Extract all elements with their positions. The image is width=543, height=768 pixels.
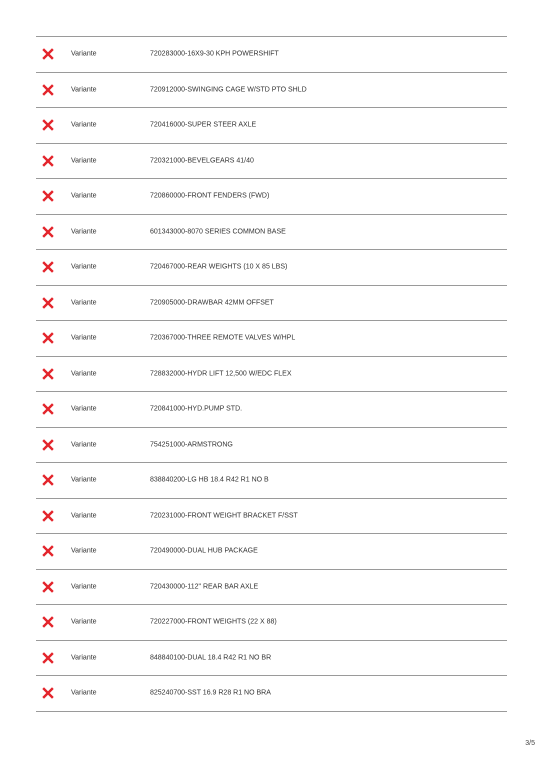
- table-row: [36, 250, 507, 286]
- row-value: 720467000-REAR WEIGHTS (10 X 85 LBS): [150, 263, 288, 271]
- row-label: Variante: [71, 405, 97, 413]
- row-label: Variante: [71, 441, 97, 449]
- row-value: 838840200-LG HB 18.4 R42 R1 NO B: [150, 476, 269, 484]
- table-row: [36, 392, 507, 428]
- variant-table: [36, 36, 507, 712]
- row-value: 720321000-BEVELGEARS 41/40: [150, 157, 254, 165]
- cross-icon: [42, 226, 54, 238]
- page-number: 3/5: [525, 740, 535, 747]
- row-label: Variante: [71, 618, 97, 626]
- cross-icon: [42, 190, 54, 202]
- table-row: [36, 463, 507, 499]
- table-row: [36, 286, 507, 322]
- row-value: 720860000-FRONT FENDERS (FWD): [150, 192, 270, 200]
- row-label: Variante: [71, 192, 97, 200]
- row-label: Variante: [71, 654, 97, 662]
- row-value: 825240700-SST 16.9 R28 R1 NO BRA: [150, 689, 271, 697]
- table-row: [36, 215, 507, 251]
- table-row: [36, 534, 507, 570]
- row-value: 720490000-DUAL HUB PACKAGE: [150, 547, 258, 555]
- cross-icon: [42, 687, 54, 699]
- cross-icon: [42, 474, 54, 486]
- table-row: [36, 37, 507, 73]
- table-row: [36, 144, 507, 180]
- cross-icon: [42, 439, 54, 451]
- row-value: 720283000-16X9-30 KPH POWERSHIFT: [150, 50, 279, 58]
- table-row: [36, 179, 507, 215]
- row-label: Variante: [71, 228, 97, 236]
- cross-icon: [42, 581, 54, 593]
- table-row: [36, 641, 507, 677]
- row-value: 720841000-HYD.PUMP STD.: [150, 405, 243, 413]
- table-row: [36, 676, 507, 712]
- row-value: 720430000-112" REAR BAR AXLE: [150, 583, 259, 591]
- cross-icon: [42, 368, 54, 380]
- row-label: Variante: [71, 334, 97, 342]
- row-label: Variante: [71, 370, 97, 378]
- cross-icon: [42, 297, 54, 309]
- row-label: Variante: [71, 299, 97, 307]
- row-label: Variante: [71, 86, 97, 94]
- cross-icon: [42, 510, 54, 522]
- row-value: 720912000-SWINGING CAGE W/STD PTO SHLD: [150, 86, 307, 94]
- row-value: 754251000-ARMSTRONG: [150, 441, 233, 449]
- row-label: Variante: [71, 512, 97, 520]
- table-row: [36, 499, 507, 535]
- cross-icon: [42, 84, 54, 96]
- cross-icon: [42, 261, 54, 273]
- cross-icon: [42, 652, 54, 664]
- row-label: Variante: [71, 547, 97, 555]
- table-row: [36, 321, 507, 357]
- table-row: [36, 73, 507, 109]
- table-row: [36, 428, 507, 464]
- row-label: Variante: [71, 476, 97, 484]
- row-label: Variante: [71, 689, 97, 697]
- row-label: Variante: [71, 157, 97, 165]
- row-label: Variante: [71, 583, 97, 591]
- cross-icon: [42, 155, 54, 167]
- row-value: 720905000-DRAWBAR 42MM OFFSET: [150, 299, 274, 307]
- cross-icon: [42, 332, 54, 344]
- table-row: [36, 605, 507, 641]
- row-label: Variante: [71, 50, 97, 58]
- row-value: 848840100-DUAL 18.4 R42 R1 NO BR: [150, 654, 272, 662]
- row-value: 720231000-FRONT WEIGHT BRACKET F/SST: [150, 512, 298, 520]
- row-value: 720416000-SUPER STEER AXLE: [150, 121, 257, 129]
- cross-icon: [42, 403, 54, 415]
- table-row: [36, 357, 507, 393]
- row-label: Variante: [71, 263, 97, 271]
- table-row: [36, 570, 507, 606]
- cross-icon: [42, 119, 54, 131]
- row-label: Variante: [71, 121, 97, 129]
- cross-icon: [42, 545, 54, 557]
- row-value: 720227000-FRONT WEIGHTS (22 X 88): [150, 618, 277, 626]
- cross-icon: [42, 616, 54, 628]
- row-value: 728832000-HYDR LIFT 12,500 W/EDC FLEX: [150, 370, 292, 378]
- row-value: 720367000-THREE REMOTE VALVES W/HPL: [150, 334, 296, 342]
- table-row: [36, 108, 507, 144]
- cross-icon: [42, 48, 54, 60]
- row-value: 601343000-8070 SERIES COMMON BASE: [150, 228, 286, 236]
